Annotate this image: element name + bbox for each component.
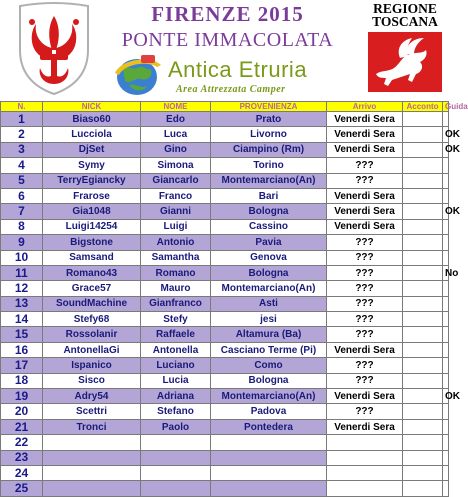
cell-guida: [443, 281, 449, 296]
column-header-guida: Guida: [443, 102, 449, 112]
cell-nick: Rossolanir: [43, 327, 141, 342]
cell-acconto: [403, 158, 443, 173]
cell-arrivo: Venerdi Sera: [327, 127, 403, 142]
cell-nick: Scettri: [43, 404, 141, 419]
cell-acconto: [403, 235, 443, 250]
cell-acconto: [403, 373, 443, 388]
cell-num: 13: [1, 296, 43, 311]
cell-nome: Luca: [141, 127, 211, 142]
cell-acconto: [403, 481, 443, 496]
column-header-acconto: Acconto: [403, 102, 443, 112]
cell-num: 1: [1, 112, 43, 127]
cell-nick: [43, 465, 141, 480]
cell-prov: Bari: [211, 188, 327, 203]
cell-guida: [443, 465, 449, 480]
cell-acconto: [403, 389, 443, 404]
cell-arrivo: [327, 450, 403, 465]
cell-nick: SoundMachine: [43, 296, 141, 311]
cell-num: 6: [1, 188, 43, 203]
cell-guida: [443, 158, 449, 173]
cell-arrivo: Venerdi Sera: [327, 188, 403, 203]
table-header-row: [1, 102, 449, 112]
cell-nick: Adry54: [43, 389, 141, 404]
cell-num: 20: [1, 404, 43, 419]
cell-arrivo: ???: [327, 327, 403, 342]
table-row: [1, 219, 449, 234]
cell-nome: Paolo: [141, 419, 211, 434]
table-row: [1, 250, 449, 265]
cell-prov: Ciampino (Rm): [211, 142, 327, 157]
cell-arrivo: [327, 481, 403, 496]
cell-arrivo: ???: [327, 173, 403, 188]
cell-prov: Montemarciano(An): [211, 281, 327, 296]
cell-guida: [443, 112, 449, 127]
cell-nick: Grace57: [43, 281, 141, 296]
cell-arrivo: [327, 465, 403, 480]
cell-num: 11: [1, 265, 43, 280]
column-header-arrivo: Arrivo: [327, 102, 403, 112]
cell-prov: Cassino: [211, 219, 327, 234]
table-row: [1, 173, 449, 188]
cell-nome: Gino: [141, 142, 211, 157]
cell-acconto: [403, 204, 443, 219]
cell-nome: Samantha: [141, 250, 211, 265]
cell-nick: Gia1048: [43, 204, 141, 219]
cell-arrivo: Venerdi Sera: [327, 112, 403, 127]
cell-arrivo: ???: [327, 404, 403, 419]
table-row: [1, 188, 449, 203]
cell-acconto: [403, 219, 443, 234]
page-title: FIRENZE 2015: [151, 2, 304, 26]
cell-prov: Padova: [211, 404, 327, 419]
cell-nick: [43, 435, 141, 450]
region-label-line2: TOSCANA: [372, 14, 438, 29]
cell-acconto: [403, 435, 443, 450]
cell-nome: [141, 435, 211, 450]
cell-nome: Antonella: [141, 342, 211, 357]
cell-num: 25: [1, 481, 43, 496]
cell-arrivo: ???: [327, 373, 403, 388]
cell-nome: Stefy: [141, 312, 211, 327]
table-row: [1, 142, 449, 157]
cell-nome: Giancarlo: [141, 173, 211, 188]
cell-acconto: [403, 281, 443, 296]
cell-arrivo: Venerdi Sera: [327, 219, 403, 234]
cell-acconto: [403, 173, 443, 188]
cell-num: 24: [1, 465, 43, 480]
cell-nome: Franco: [141, 188, 211, 203]
cell-arrivo: ???: [327, 281, 403, 296]
table-row: [1, 327, 449, 342]
cell-num: 23: [1, 450, 43, 465]
cell-arrivo: ???: [327, 358, 403, 373]
table-row: [1, 158, 449, 173]
table-row: [1, 235, 449, 250]
cell-num: 5: [1, 173, 43, 188]
cell-nick: Stefy68: [43, 312, 141, 327]
cell-num: 12: [1, 281, 43, 296]
table-row: [1, 481, 449, 496]
cell-nick: DjSet: [43, 142, 141, 157]
cell-prov: Prato: [211, 112, 327, 127]
cell-acconto: [403, 142, 443, 157]
cell-prov: Bologna: [211, 373, 327, 388]
column-header-provenienza: PROVENIENZA: [211, 102, 327, 112]
cell-prov: [211, 450, 327, 465]
table-row: [1, 435, 449, 450]
cell-arrivo: Venerdi Sera: [327, 342, 403, 357]
cell-prov: Bologna: [211, 204, 327, 219]
cell-guida: OK: [443, 204, 449, 219]
table-row: [1, 342, 449, 357]
table-row: [1, 465, 449, 480]
cell-nick: Luigi14254: [43, 219, 141, 234]
cell-guida: OK: [443, 127, 449, 142]
cell-nome: Raffaele: [141, 327, 211, 342]
region-label-line1: REGIONE: [373, 1, 437, 16]
cell-arrivo: ???: [327, 158, 403, 173]
table-row: [1, 312, 449, 327]
table-row: [1, 450, 449, 465]
cell-arrivo: ???: [327, 235, 403, 250]
cell-arrivo: ???: [327, 312, 403, 327]
cell-nome: Luigi: [141, 219, 211, 234]
cell-acconto: [403, 265, 443, 280]
cell-acconto: [403, 312, 443, 327]
cell-num: 4: [1, 158, 43, 173]
column-header-n: N.: [1, 102, 43, 112]
cell-acconto: [403, 112, 443, 127]
cell-arrivo: Venerdi Sera: [327, 142, 403, 157]
cell-num: 3: [1, 142, 43, 157]
cell-prov: Livorno: [211, 127, 327, 142]
globe-icon: [111, 53, 163, 97]
cell-prov: Pavia: [211, 235, 327, 250]
cell-prov: Pontedera: [211, 419, 327, 434]
cell-nick: Symy: [43, 158, 141, 173]
cell-guida: [443, 450, 449, 465]
cell-arrivo: Venerdi Sera: [327, 204, 403, 219]
cell-num: 22: [1, 435, 43, 450]
cell-guida: [443, 296, 449, 311]
table-row: [1, 404, 449, 419]
cell-nick: TerryEgiancky: [43, 173, 141, 188]
cell-num: 15: [1, 327, 43, 342]
table-row: [1, 204, 449, 219]
column-header-nome: NOME: [141, 102, 211, 112]
cell-guida: [443, 235, 449, 250]
table-row: [1, 265, 449, 280]
cell-arrivo: Venerdi Sera: [327, 389, 403, 404]
cell-guida: [443, 327, 449, 342]
cell-nome: Gianfranco: [141, 296, 211, 311]
cell-acconto: [403, 342, 443, 357]
cell-guida: [443, 312, 449, 327]
cell-acconto: [403, 250, 443, 265]
cell-guida: OK: [443, 389, 449, 404]
cell-nome: Gianni: [141, 204, 211, 219]
cell-prov: [211, 435, 327, 450]
table-row: [1, 358, 449, 373]
cell-nick: Samsand: [43, 250, 141, 265]
column-header-nick: NICK: [43, 102, 141, 112]
cell-acconto: [403, 127, 443, 142]
cell-num: 7: [1, 204, 43, 219]
cell-num: 2: [1, 127, 43, 142]
cell-prov: Genova: [211, 250, 327, 265]
cell-nome: Stefano: [141, 404, 211, 419]
cell-nome: Romano: [141, 265, 211, 280]
table-row: [1, 389, 449, 404]
cell-acconto: [403, 358, 443, 373]
cell-guida: OK: [443, 142, 449, 157]
cell-nick: Biaso60: [43, 112, 141, 127]
cell-num: 9: [1, 235, 43, 250]
cell-arrivo: ???: [327, 250, 403, 265]
cell-prov: Montemarciano(An): [211, 389, 327, 404]
cell-guida: [443, 342, 449, 357]
table-row: [1, 373, 449, 388]
cell-arrivo: ???: [327, 296, 403, 311]
table-row: [1, 419, 449, 434]
cell-guida: [443, 358, 449, 373]
cell-prov: Montemarciano(An): [211, 173, 327, 188]
cell-prov: Asti: [211, 296, 327, 311]
cell-acconto: [403, 419, 443, 434]
cell-nome: Luciano: [141, 358, 211, 373]
cell-guida: [443, 419, 449, 434]
cell-guida: [443, 173, 449, 188]
cell-num: 16: [1, 342, 43, 357]
cell-guida: [443, 250, 449, 265]
cell-prov: Bologna: [211, 265, 327, 280]
cell-nick: Tronci: [43, 419, 141, 434]
cell-prov: [211, 465, 327, 480]
cell-nome: Adriana: [141, 389, 211, 404]
cell-num: 17: [1, 358, 43, 373]
table-row: [1, 296, 449, 311]
table-row: [1, 127, 449, 142]
cell-nome: Edo: [141, 112, 211, 127]
cell-acconto: [403, 327, 443, 342]
cell-prov: Casciano Terme (Pi): [211, 342, 327, 357]
cell-prov: [211, 481, 327, 496]
florence-lily-shield-icon: [16, 2, 92, 96]
cell-guida: [443, 481, 449, 496]
cell-arrivo: [327, 435, 403, 450]
cell-nome: [141, 450, 211, 465]
cell-guida: [443, 373, 449, 388]
cell-prov: Como: [211, 358, 327, 373]
cell-arrivo: Venerdi Sera: [327, 419, 403, 434]
cell-nick: Frarose: [43, 188, 141, 203]
cell-nome: Lucia: [141, 373, 211, 388]
cell-num: 8: [1, 219, 43, 234]
cell-num: 14: [1, 312, 43, 327]
cell-nick: Sisco: [43, 373, 141, 388]
cell-nome: Mauro: [141, 281, 211, 296]
cell-nick: Romano43: [43, 265, 141, 280]
brand-name: Antica Etruria: [168, 57, 308, 82]
participants-table: [0, 101, 468, 497]
cell-nome: [141, 465, 211, 480]
cell-prov: jesi: [211, 312, 327, 327]
tuscany-pegasus-flag-icon: [366, 30, 444, 94]
cell-num: 10: [1, 250, 43, 265]
table-row: [1, 112, 449, 127]
cell-num: 18: [1, 373, 43, 388]
table-row: [1, 281, 449, 296]
cell-acconto: [403, 404, 443, 419]
cell-nome: Simona: [141, 158, 211, 173]
cell-nick: Bigstone: [43, 235, 141, 250]
cell-guida: No: [443, 265, 449, 280]
cell-arrivo: ???: [327, 265, 403, 280]
cell-num: 19: [1, 389, 43, 404]
cell-prov: Altamura (Ba): [211, 327, 327, 342]
cell-guida: [443, 219, 449, 234]
cell-acconto: [403, 450, 443, 465]
cell-nome: Antonio: [141, 235, 211, 250]
cell-nick: [43, 481, 141, 496]
cell-acconto: [403, 188, 443, 203]
cell-nick: [43, 450, 141, 465]
brand-tagline: Area Attrezzata Camper: [176, 84, 286, 95]
cell-num: 21: [1, 419, 43, 434]
cell-nome: [141, 481, 211, 496]
cell-prov: Torino: [211, 158, 327, 173]
cell-guida: [443, 188, 449, 203]
document-header: [0, 0, 448, 101]
cell-nick: Lucciola: [43, 127, 141, 142]
cell-nick: Ispanico: [43, 358, 141, 373]
cell-acconto: [403, 296, 443, 311]
cell-guida: [443, 435, 449, 450]
cell-nick: AntonellaGi: [43, 342, 141, 357]
cell-guida: [443, 404, 449, 419]
page-subtitle: PONTE IMMACOLATA: [121, 29, 334, 51]
cell-acconto: [403, 465, 443, 480]
